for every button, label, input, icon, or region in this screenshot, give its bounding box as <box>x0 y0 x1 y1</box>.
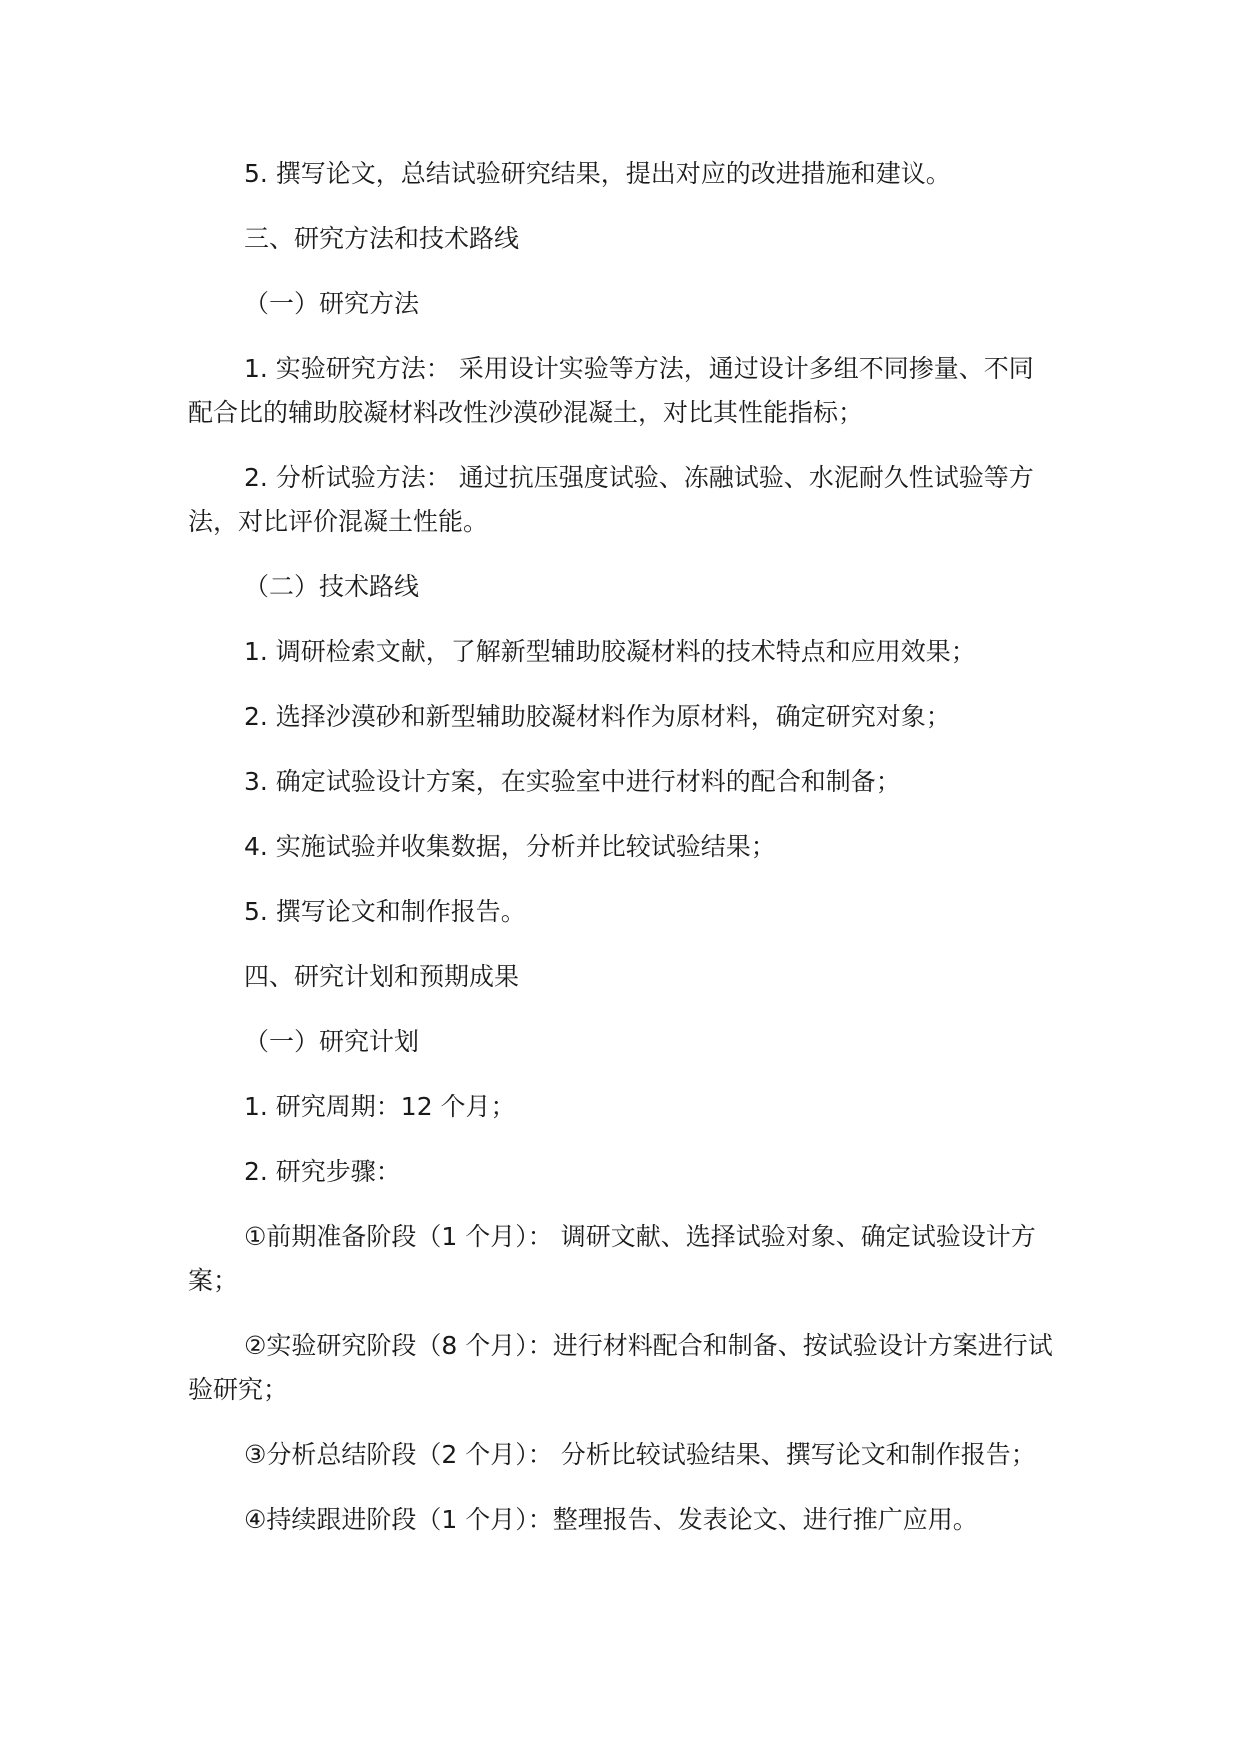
route-step-4: 4. 实施试验并收集数据，分析并比较试验结果； <box>244 832 776 861</box>
document-body <box>188 152 1058 1563</box>
paragraph-conclusion-step: 5. 撰写论文，总结试验研究结果，提出对应的改进措施和建议。 <box>244 159 951 188</box>
route-step-5: 5. 撰写论文和制作报告。 <box>244 897 526 926</box>
paragraph-analysis-method: 2. 分析试验方法： 通过抗压强度试验、冻融试验、水泥耐久性试验等方法，对比评价混凝土性能。 <box>188 463 1034 536</box>
plan-stage-3: ③分析总结阶段（2 个月）： 分析比较试验结果、撰写论文和制作报告； <box>244 1440 1036 1469</box>
section-heading-methods: 三、研究方法和技术路线 <box>244 224 520 253</box>
route-step-2: 2. 选择沙漠砂和新型辅助胶凝材料作为原材料，确定研究对象； <box>244 702 951 731</box>
route-step-3: 3. 确定试验设计方案，在实验室中进行材料的配合和制备； <box>244 767 901 796</box>
subheading-research-methods: （一）研究方法 <box>244 289 420 318</box>
plan-item-period: 1. 研究周期：12 个月； <box>244 1092 516 1121</box>
route-step-1: 1. 调研检索文献，了解新型辅助胶凝材料的技术特点和应用效果； <box>244 637 976 666</box>
subheading-technical-route: （二）技术路线 <box>244 572 420 601</box>
subheading-research-plan: （一）研究计划 <box>244 1027 420 1056</box>
plan-stage-4: ④持续跟进阶段（1 个月）：整理报告、发表论文、进行推广应用。 <box>244 1505 978 1534</box>
paragraph-experimental-method: 1. 实验研究方法： 采用设计实验等方法，通过设计多组不同掺量、不同配合比的辅助胶凝材料改性沙漠砂混凝土，对比其性能指标； <box>188 354 1034 427</box>
section-heading-plan: 四、研究计划和预期成果 <box>244 962 520 991</box>
plan-stage-2: ②实验研究阶段（8 个月）：进行材料配合和制备、按试验设计方案进行试验研究； <box>188 1331 1053 1404</box>
plan-stage-1: ①前期准备阶段（1 个月）： 调研文献、选择试验对象、确定试验设计方案； <box>188 1222 1036 1295</box>
plan-item-steps: 2. 研究步骤： <box>244 1157 401 1186</box>
